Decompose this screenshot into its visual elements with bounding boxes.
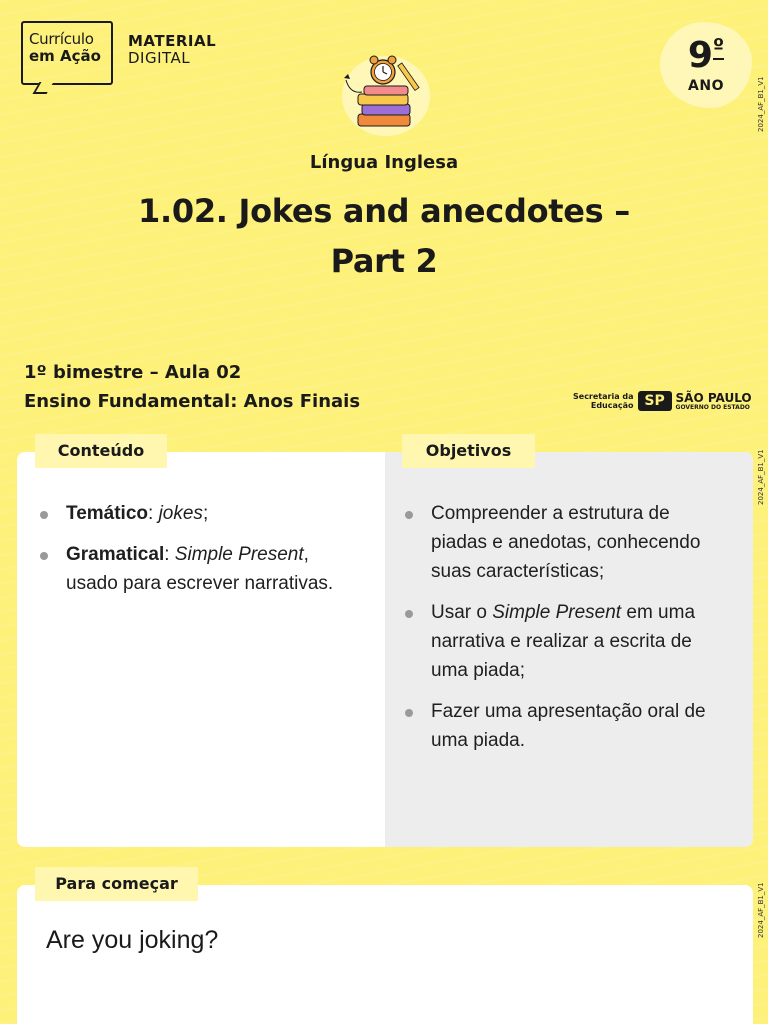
- meta-bimestre: 1º bimestre – Aula 02: [24, 362, 242, 383]
- gov-sec-line-2: Educação: [590, 401, 634, 410]
- gov-sp-logo: [573, 388, 752, 414]
- grade-label: ANO: [688, 78, 724, 94]
- material-digital-logo: [128, 33, 216, 67]
- tab-objetivos: Objetivos: [402, 434, 535, 468]
- list-item: Usar o Simple Present em uma narrativa e realizar a escrita de uma piada;: [405, 598, 730, 685]
- tab-para-comecar: Para começar: [35, 867, 198, 901]
- gov-name-sub: GOVERNO DO ESTADO: [675, 403, 750, 411]
- lesson-title: [84, 186, 684, 286]
- side-code-1: 2024_AF_B1_V1: [757, 76, 765, 132]
- gov-name-main: SÃO PAULO: [675, 390, 752, 405]
- lesson-meta: [24, 358, 360, 416]
- gov-sec-line-1: Secretaria da: [573, 392, 634, 401]
- objetivos-list: [405, 499, 730, 767]
- side-code-2: 2024_AF_B1_V1: [757, 449, 765, 505]
- meta-ensino: Ensino Fundamental: Anos Finais: [24, 391, 361, 412]
- logo-line-1: Currículo: [29, 30, 94, 48]
- opening-question: Are you joking?: [46, 926, 219, 954]
- material-line-1: MATERIAL: [128, 32, 217, 50]
- list-item: Compreender a estrutura de piadas e anedotas, conhecendo suas características;: [405, 499, 730, 586]
- grade-ordinal: º: [712, 34, 725, 58]
- subject-title: Língua Inglesa: [309, 152, 459, 173]
- gov-name: [676, 392, 752, 411]
- grade-badge: [660, 22, 752, 108]
- list-item: Temático: jokes;: [40, 499, 350, 528]
- list-item: Gramatical: Simple Present, usado para escrever narrativas.: [40, 540, 350, 598]
- logo-line-2: em Ação: [29, 47, 101, 65]
- material-line-2: DIGITAL: [128, 49, 191, 67]
- curriculo-em-acao-logo: [21, 21, 113, 85]
- books-clock-illustration: [336, 48, 432, 136]
- list-item: Fazer uma apresentação oral de uma piada.: [405, 697, 730, 755]
- tab-conteudo: Conteúdo: [35, 434, 167, 468]
- sp-mark: SP: [638, 391, 672, 411]
- lesson-title-line-1: 1.02. Jokes and anecdotes –: [138, 192, 630, 230]
- conteudo-list: [40, 499, 350, 610]
- grade-number: $9^º$: [687, 34, 725, 76]
- side-code-3: 2024_AF_B1_V1: [757, 882, 765, 938]
- lesson-title-line-2: Part 2: [330, 242, 438, 280]
- gov-secretaria: [573, 392, 634, 410]
